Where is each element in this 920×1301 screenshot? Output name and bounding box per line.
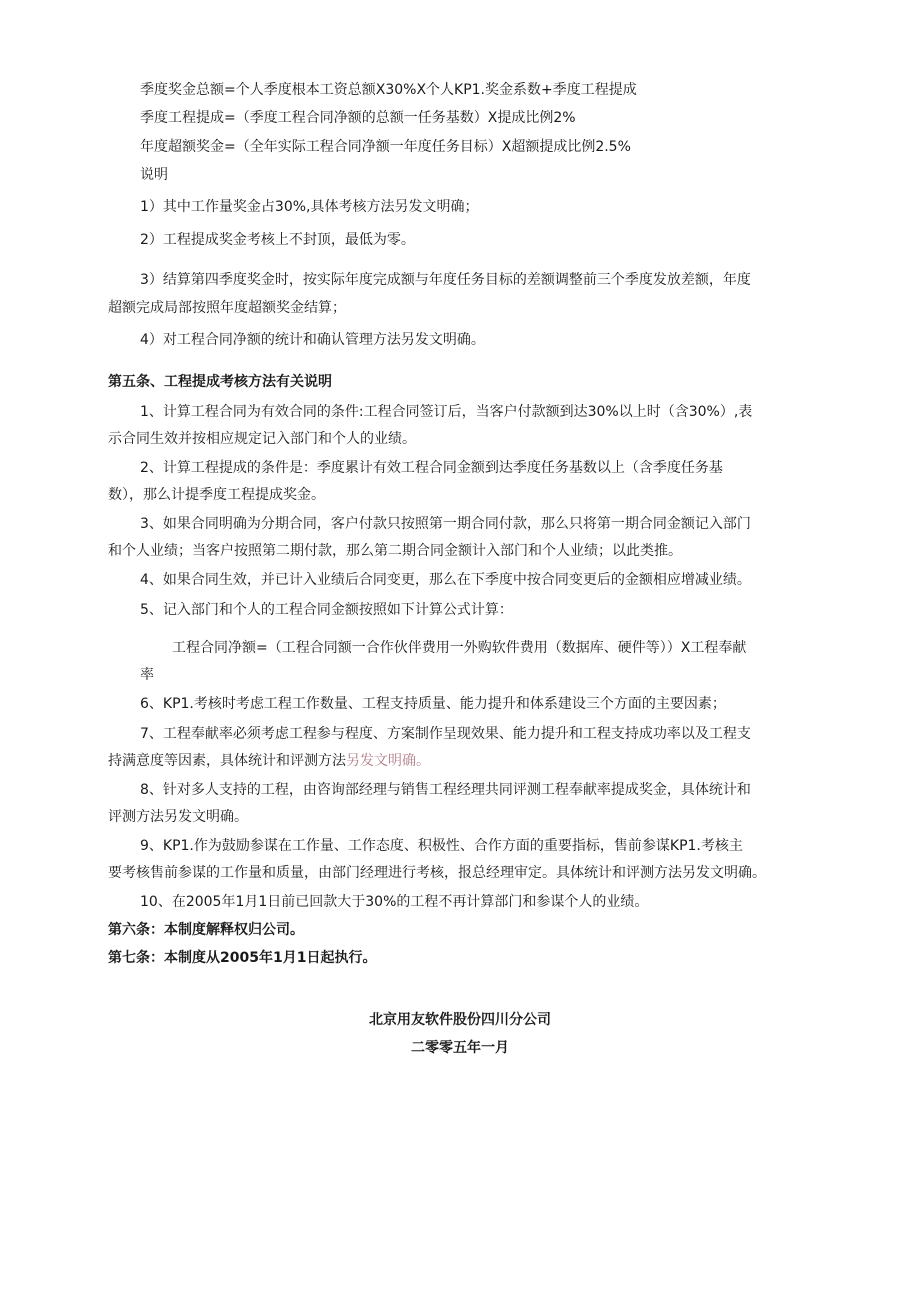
item-7-text: 持满意度等因素，具体统计和评测方法 bbox=[108, 753, 346, 769]
note-2: 2）工程提成奖金考核上不封顶，最低为零。 bbox=[140, 232, 415, 248]
signature-date: 二零零五年一月 bbox=[411, 1040, 509, 1056]
article-5-item-7-line2 bbox=[108, 751, 430, 771]
article-5-item-7-line1: 7、工程奉献率必须考虑工程参与程度、方案制作呈现效果、能力提升和工程支持成功率以及工程支 bbox=[140, 726, 751, 742]
formula-quarterly-commission: 季度工程提成=（季度工程合同净额的总额一任务基数）X提成比例2% bbox=[140, 110, 576, 126]
article-5-item-2-line2: 数），那么计提季度工程提成奖金。 bbox=[108, 487, 325, 503]
formula-quarterly-bonus: 季度奖金总额=个人季度根本工资总额X30%X个人KP1.奖金系数+季度工程提成 bbox=[140, 82, 637, 98]
article-5-item-8-line2: 评测方法另发文明确。 bbox=[108, 809, 248, 825]
net-amount-formula-line2: 率 bbox=[140, 667, 154, 683]
article-5-item-9-line1: 9、KP1.作为鼓励参谋在工作量、工作态度、积极性、合作方面的重要指标，售前参谋KP1.考核主 bbox=[140, 838, 743, 854]
article-5-heading: 第五条、工程提成考核方法有关说明 bbox=[108, 374, 332, 390]
article-5-item-8-line1: 8、针对多人支持的工程，由咨询部经理与销售工程经理共同评测工程奉献率提成奖金，具体统计和 bbox=[140, 782, 751, 798]
article-5-item-5: 5、记入部门和个人的工程合同金额按照如下计算公式计算： bbox=[140, 602, 513, 618]
article-5-item-1-line2: 示合同生效并按相应规定记入部门和个人的业绩。 bbox=[108, 431, 416, 447]
note-3-line1: 3）结算第四季度奖金时，按实际年度完成额与年度任务目标的差额调整前三个季度发放差额，年度 bbox=[140, 272, 751, 288]
signature-company: 北京用友软件股份四川分公司 bbox=[369, 1012, 551, 1028]
article-5-item-3-line2: 和个人业绩；当客户按照第二期付款，那么第二期合同金额计入部门和个人业绩；以此类推。 bbox=[108, 543, 682, 559]
item-7-highlight: 另发文明确。 bbox=[346, 753, 430, 769]
note-1: 1）其中工作量奖金占30%,具体考核方法另发文明确； bbox=[140, 199, 479, 215]
article-6: 第六条：本制度解释权归公司。 bbox=[108, 922, 304, 938]
note-4: 4）对工程合同净额的统计和确认管理方法另发文明确。 bbox=[140, 332, 485, 348]
article-5-item-10: 10、在2005年1月1日前已回款大于30%的工程不再计算部门和参谋个人的业绩。 bbox=[140, 894, 649, 910]
formula-annual-excess-bonus: 年度超额奖金=（全年实际工程合同净额一年度任务目标）X超额提成比例2.5% bbox=[140, 139, 631, 155]
article-5-item-4: 4、如果合同生效，并已计入业绩后合同变更，那么在下季度中按合同变更后的金额相应增减业绩。 bbox=[140, 572, 751, 588]
article-5-item-6: 6、KP1.考核时考虑工程工作数量、工程支持质量、能力提升和体系建设三个方面的主要因素； bbox=[140, 696, 726, 712]
article-5-item-2-line1: 2、计算工程提成的条件是：季度累计有效工程合同金额到达季度任务基数以上（含季度任务基 bbox=[140, 460, 723, 476]
notes-title: 说明 bbox=[140, 167, 168, 183]
article-5-item-3-line1: 3、如果合同明确为分期合同，客户付款只按照第一期合同付款，那么只将第一期合同金额记入部门 bbox=[140, 516, 751, 532]
article-7: 第七条：本制度从2005年1月1日起执行。 bbox=[108, 950, 377, 966]
article-5-item-9-line2: 要考核售前参谋的工作量和质量，由部门经理进行考核，报总经理审定。具体统计和评测方法另发文明确。 bbox=[108, 865, 766, 881]
article-5-item-1-line1: 1、计算工程合同为有效合同的条件:工程合同签订后，当客户付款额到达30%以上时（含30%）,表 bbox=[140, 404, 753, 420]
net-amount-formula-line1: 工程合同净额=（工程合同额一合作伙伴费用一外购软件费用（数据库、硬件等））X工程奉献 bbox=[172, 640, 747, 656]
note-3-line2: 超额完成局部按照年度超额奖金结算； bbox=[108, 300, 346, 316]
